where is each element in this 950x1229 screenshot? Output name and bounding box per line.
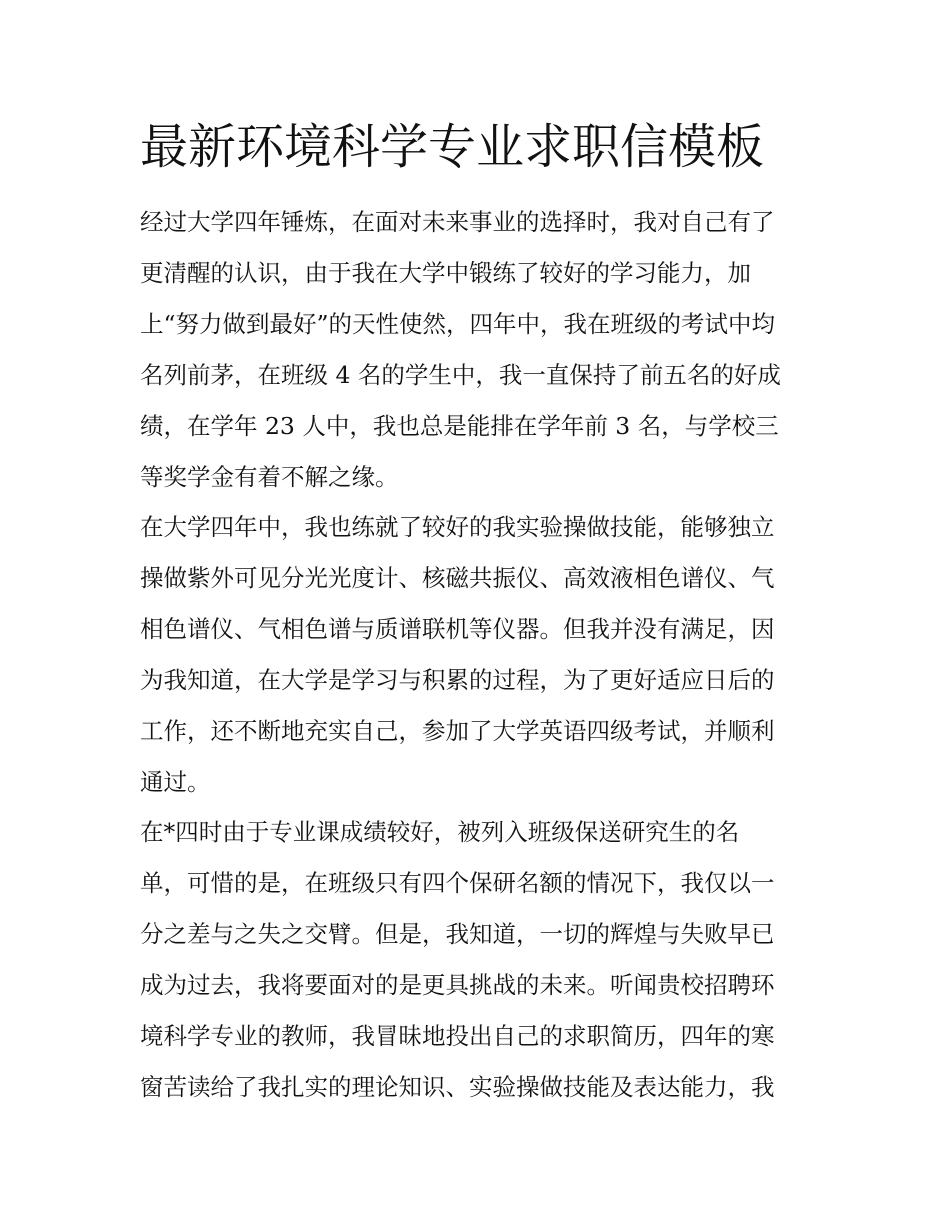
body-line: 操做紫外可见分光光度计、核磁共振仪、高效液相色谱仪、气	[140, 564, 775, 592]
body-line: 经过大学四年锤炼，在面对未来事业的选择时，我对自己有了	[140, 208, 775, 236]
body-line: 上“努力做到最好”的天性使然，四年中，我在班级的考试中均	[140, 310, 776, 338]
body-line: 等奖学金有着不解之缘。	[140, 463, 399, 491]
document-title: 最新环境科学专业求职信模板	[140, 119, 765, 175]
body-line: 工作，还不断地充实自己，参加了大学英语四级考试，并顺利	[140, 717, 775, 745]
body-line: 窗苦读给了我扎实的理论知识、实验操做技能及表达能力，我	[140, 1073, 775, 1101]
body-line: 成为过去，我将要面对的是更具挑战的未来。听闻贵校招聘环	[140, 971, 775, 999]
body-line: 绩，在学年 23 人中，我也总是能排在学年前 3 名，与学校三	[140, 412, 779, 440]
body-line: 为我知道，在大学是学习与积累的过程，为了更好适应日后的	[140, 666, 775, 694]
body-line: 分之差与之失之交臂。但是，我知道，一切的辉煌与失败早已	[140, 920, 775, 948]
body-line: 相色谱仪、气相色谱与质谱联机等仪器。但我并没有满足，因	[140, 615, 775, 643]
body-line: 更清醒的认识，由于我在大学中锻练了较好的学习能力，加	[140, 259, 751, 287]
body-line: 在大学四年中，我也练就了较好的我实验操做技能，能够独立	[140, 513, 775, 541]
body-line: 在*四时由于专业课成绩较好，被列入班级保送研究生的名	[140, 818, 740, 846]
body-line: 单，可惜的是，在班级只有四个保研名额的情况下，我仅以一	[140, 869, 775, 897]
body-line: 境科学专业的教师，我冒昧地投出自己的求职简历，四年的寒	[140, 1022, 775, 1050]
body-line: 通过。	[140, 768, 211, 796]
body-line: 名列前茅，在班级 4 名的学生中，我一直保持了前五名的好成	[140, 361, 781, 389]
